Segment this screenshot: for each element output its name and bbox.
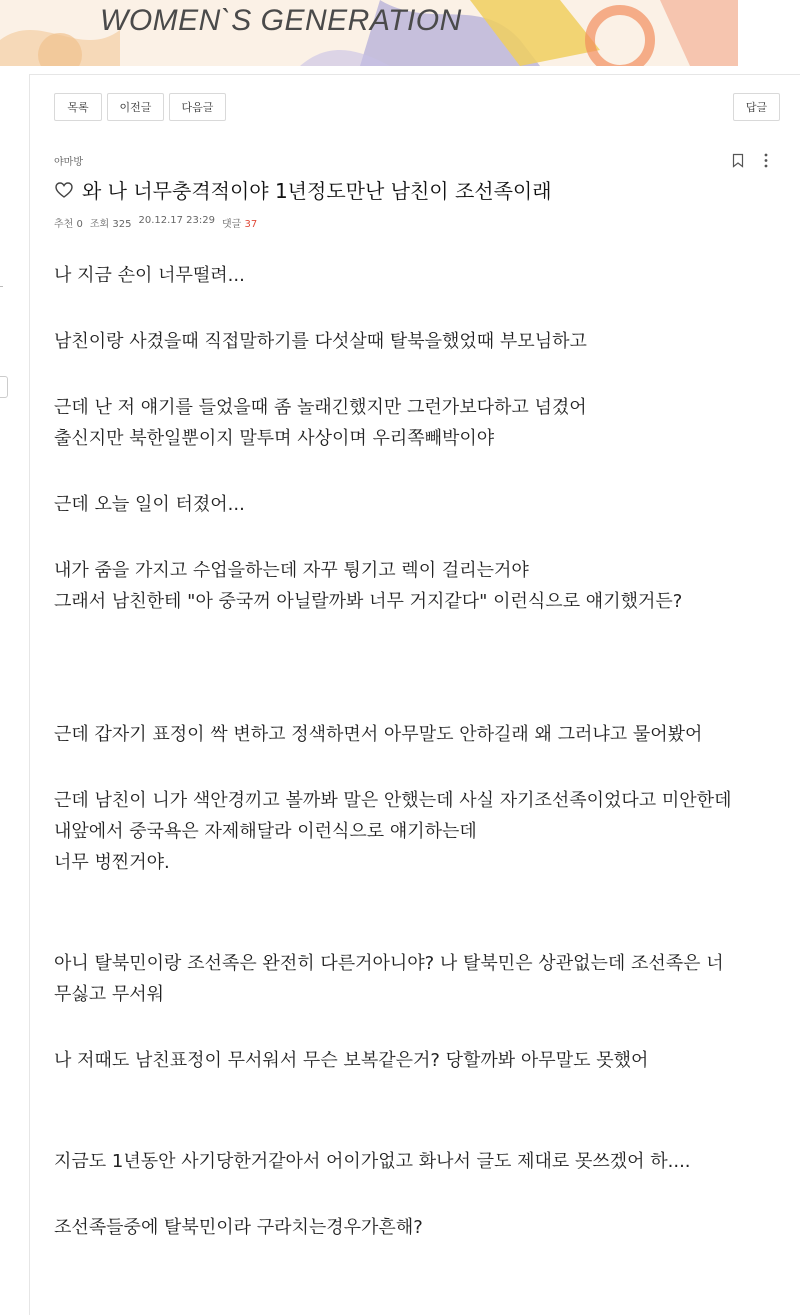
list-button[interactable]: 목록	[54, 93, 102, 121]
bookmark-icon[interactable]	[730, 151, 746, 169]
sidebar-divider	[0, 286, 3, 287]
body-line: 근데 난 저 얘기를 들었을때 좀 놀래긴했지만 그런가보다하고 넘겼어	[54, 397, 587, 418]
prev-post-button[interactable]: 이전글	[107, 93, 164, 121]
comment-label: 댓글	[222, 219, 242, 230]
reply-button[interactable]: 답글	[733, 93, 780, 121]
body-line: 근데 남친이 니가 색안경끼고 볼까봐 말은 안했는데 사실 자기조선족이었다고 미안한데	[54, 790, 732, 811]
site-banner[interactable]	[0, 0, 738, 66]
comment-count[interactable]	[222, 215, 257, 230]
body-line: 조선족들중에 탈북민이라 구라치는경우가흔해?	[54, 1217, 423, 1238]
view-count: 조회 325	[89, 219, 132, 230]
post-panel	[29, 74, 800, 1315]
more-vertical-icon[interactable]	[758, 151, 774, 169]
sidebar-control[interactable]	[0, 376, 8, 398]
post-actions	[730, 151, 774, 169]
body-line: 그래서 남친한테 "아 중국꺼 아닐랄까봐 너무 거지같다" 이런식으로 얘기했거든?	[54, 591, 683, 612]
body-line: 내앞에서 중국욕은 자제해달라 이런식으로 얘기하는데	[54, 821, 477, 842]
body-line: 아니 탈북민이랑 조선족은 완전히 다른거아니야? 나 탈북민은 상관없는데 조선족은 너	[54, 953, 724, 974]
next-post-button[interactable]: 다음글	[169, 93, 226, 121]
body-line: 근데 오늘 일이 터졌어...	[54, 494, 245, 515]
body-line: 너무 벙찐거야.	[54, 852, 170, 873]
body-line: 나 저때도 남친표정이 무서워서 무슨 보복같은거? 당할까봐 아무말도 못했어	[54, 1050, 649, 1071]
post-body	[54, 260, 789, 1243]
post-title-row	[54, 175, 552, 204]
heart-outline-icon[interactable]	[54, 180, 74, 200]
post-date: 20.12.17 23:29	[138, 215, 215, 226]
body-line: 내가 줌을 가지고 수업을하는데 자꾸 튕기고 렉이 걸리는거야	[54, 560, 529, 581]
body-line: 남친이랑 사겼을때 직접말하기를 다섯살때 탈북을했었때 부모님하고	[54, 331, 587, 352]
body-line: 근데 갑자기 표정이 싹 변하고 정색하면서 아무말도 안하길래 왜 그러냐고 물어봤어	[54, 724, 703, 745]
board-name[interactable]: 야마방	[54, 157, 83, 168]
recommend-count: 추천 0	[54, 219, 83, 230]
banner-title: WOMEN`S GENERATION	[100, 4, 462, 37]
post-meta	[54, 215, 257, 230]
body-line: 출신지만 북한일뿐이지 말투며 사상이며 우리쪽빼박이야	[54, 428, 495, 449]
post-title: 와 나 너무충격적이야 1년정도만난 남친이 조선족이래	[82, 179, 552, 203]
body-line: 나 지금 손이 너무떨려...	[54, 265, 245, 286]
comment-number: 37	[244, 219, 258, 230]
body-line: 지금도 1년동안 사기당한거같아서 어이가없고 화나서 글도 제대로 못쓰겠어 하....	[54, 1151, 691, 1172]
body-line: 무싫고 무서워	[54, 984, 165, 1005]
